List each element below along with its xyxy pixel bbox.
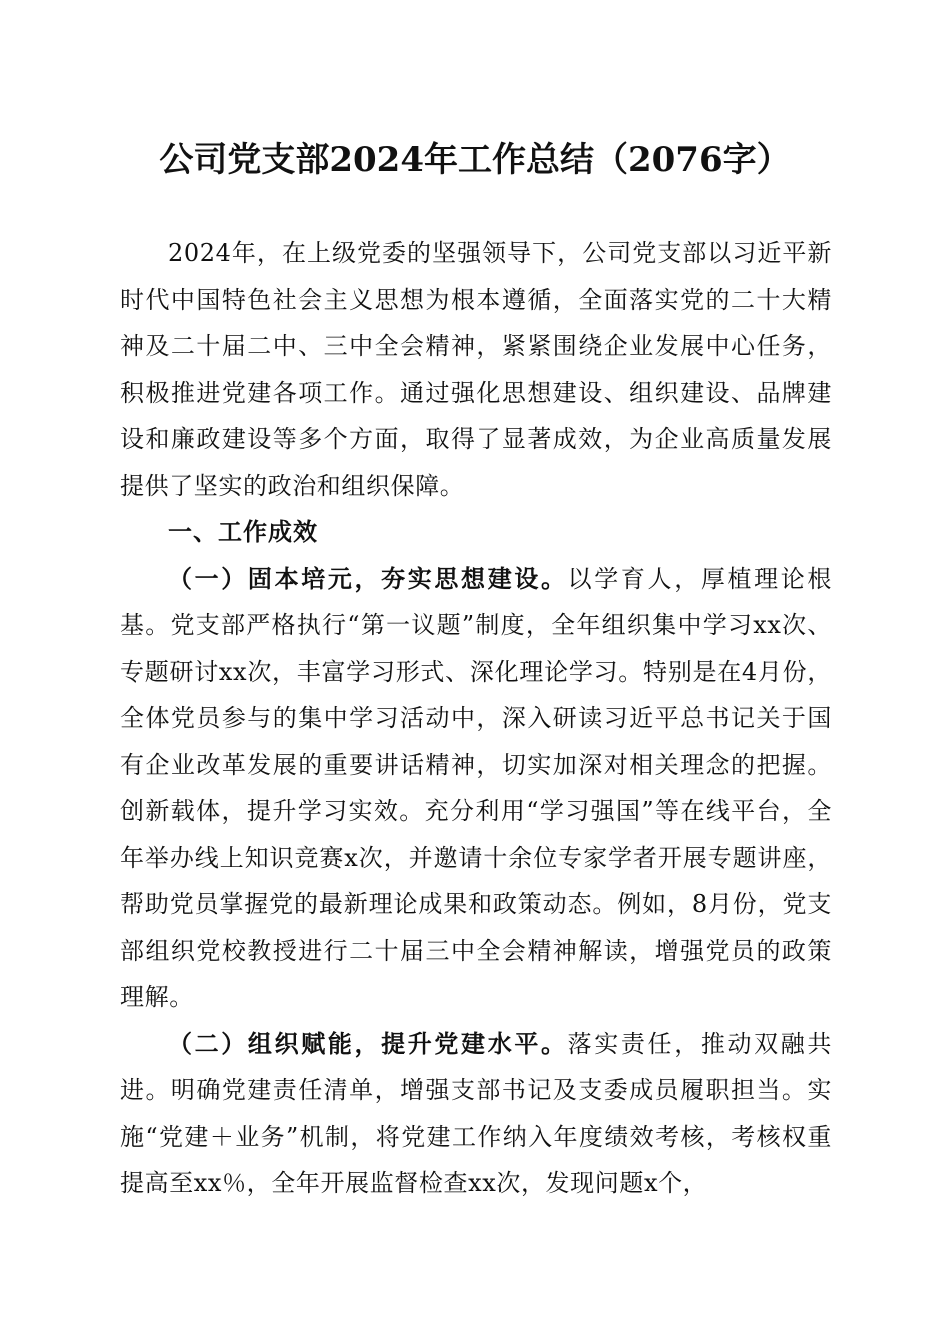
subsection-1-lead: （一）固本培元，夯实思想建设。: [168, 563, 568, 593]
section-heading-work-results: 一、工作成效: [168, 518, 318, 546]
intro-paragraph: 2024年，在上级党委的坚强领导下，公司党支部以习近平新时代中国特色社会主义思想为根本遵循，全面落实党的二十大精神及二十届二中、三中全会精神，紧紧围绕企业发展中心任务，积极推进党建各项工作。通过强化思想建设、组织建设、品牌建设和廉政建设等多个方面，取得了显著成效，为企业高质量发展提供了坚实的政治和组织保障。: [120, 239, 832, 500]
document-title: 公司党支部2024年工作总结（2076字）: [159, 140, 791, 180]
subsection-1-text: 以学育人，厚植理论根基。党支部严格执行“第一议题”制度，全年组织集中学习xx次、专题研讨xx次，丰富学习形式、深化理论学习。特别是在4月份，全体党员参与的集中学习活动中，深入研读习近平总书记关于国有企业改革发展的重要讲话精神，切实加深对相关理念的把握。创新载体，提升学习实效。充分利用“学习强国”等在线平台，全年举办线上知识竞赛x次，并邀请十余位专家学者开展专题讲座，帮助党员掌握党的最新理论成果和政策动态。例如，8月份，党支部组织党校教授进行二十届三中全会精神解读，增强党员的政策理解。: [120, 564, 832, 1011]
subsection-1-paragraph: [120, 556, 832, 1021]
subsection-2-text: 落实责任，推动双融共进。明确党建责任清单，增强支部书记及支委成员履职担当。实施“党建＋业务”机制，将党建工作纳入年度绩效考核，考核权重提高至xx％，全年开展监督检查xx次，发现问题x个，: [120, 1029, 832, 1197]
document-body: [120, 230, 832, 1207]
subsection-2-lead: （二）组织赋能，提升党建水平。: [168, 1028, 568, 1058]
subsection-2-paragraph: [120, 1021, 832, 1207]
